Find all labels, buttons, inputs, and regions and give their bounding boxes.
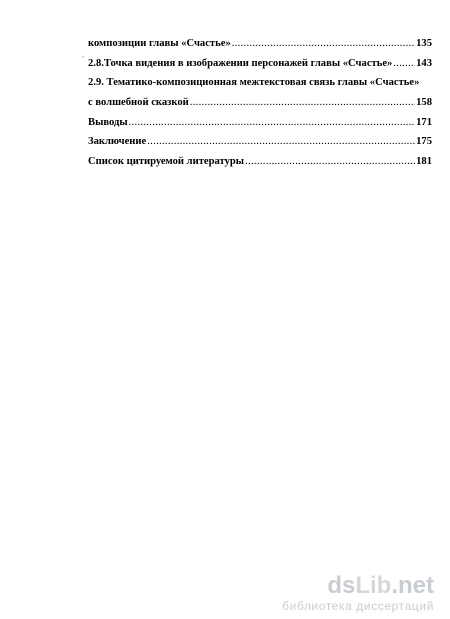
toc-leader-dots bbox=[147, 136, 415, 147]
table-of-contents bbox=[88, 38, 432, 176]
dslib-subtitle: библиотека диссертаций bbox=[282, 599, 434, 613]
toc-entry-page: 171 bbox=[416, 116, 432, 128]
toc-entry bbox=[88, 58, 432, 78]
toc-leader-dots bbox=[190, 97, 415, 108]
toc-entry-title: 2.9. Тематико-композиционная межтекстовая связь главы «Счастье» bbox=[88, 77, 420, 89]
dslib-logo: dsLib.net bbox=[327, 572, 434, 599]
toc-entry-page: 135 bbox=[416, 38, 432, 49]
toc-entry-page: 143 bbox=[416, 57, 432, 69]
toc-entry bbox=[88, 38, 432, 58]
toc-entry-title: Список цитируемой литературы bbox=[88, 156, 245, 168]
toc-entry-page: 175 bbox=[416, 136, 432, 148]
toc-entry-page: 181 bbox=[416, 156, 432, 168]
toc-entry-title: Заключение bbox=[88, 136, 147, 148]
dslib-watermark bbox=[282, 573, 434, 613]
margin-mark: ` bbox=[82, 55, 85, 64]
toc-entry-page: 158 bbox=[416, 97, 432, 109]
toc-leader-dots bbox=[232, 38, 415, 49]
toc-entry bbox=[88, 136, 432, 156]
toc-entry-title: 2.8.Точка видения в изображении персонажей главы «Счастье» bbox=[88, 57, 393, 69]
toc-entry-title: с волшебной сказкой bbox=[88, 97, 189, 109]
toc-leader-dots bbox=[245, 156, 415, 167]
toc-entry bbox=[88, 77, 432, 97]
toc-leader-dots bbox=[129, 117, 416, 128]
toc-entry-title: композиции главы «Счастье» bbox=[88, 38, 231, 49]
toc-entry bbox=[88, 117, 432, 137]
toc-entry bbox=[88, 156, 432, 176]
toc-leader-dots bbox=[393, 58, 415, 69]
toc-entry bbox=[88, 97, 432, 117]
toc-entry-title: Выводы bbox=[88, 116, 128, 128]
